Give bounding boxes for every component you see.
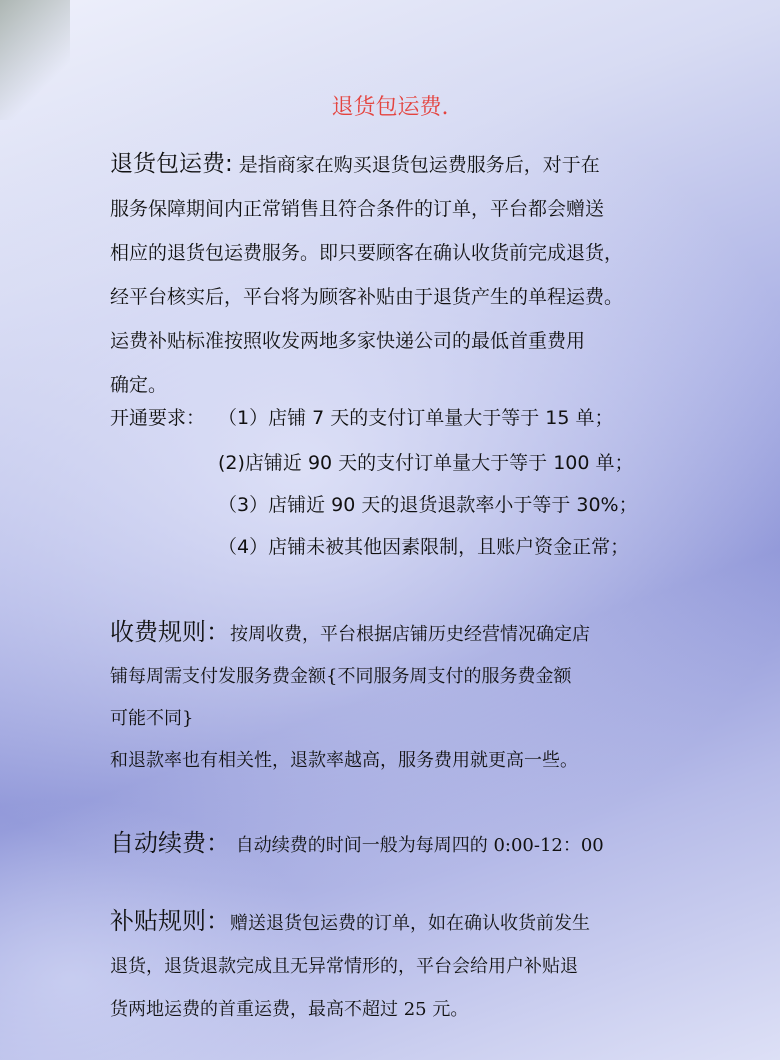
fee-rules-label: 收费规则： xyxy=(110,618,230,646)
subsidy-rules-section xyxy=(110,900,690,1031)
subsidy-line-1: 补贴规则：赠送退货包运费的订单，如在确认收货前发生 xyxy=(110,907,590,935)
requirement-item-1: （1）店铺 7 天的支付订单量大于等于 15 单； xyxy=(218,407,614,429)
intro-line-4: 经平台核实后，平台将为顾客补贴由于退货产生的单程运费。 xyxy=(110,286,624,308)
intro-line-3: 相应的退货包运费服务。即只要顾客在确认收货前完成退货， xyxy=(110,242,624,264)
subsidy-line-3: 货两地运费的首重运费，最高不超过 25 元。 xyxy=(110,999,469,1020)
page-title: 退货包运费. xyxy=(331,95,449,120)
subsidy-line-2: 退货，退货退款完成且无异常情形的，平台会给用户补贴退 xyxy=(110,956,578,977)
subsidy-rules-label: 补贴规则： xyxy=(110,907,230,935)
intro-line-2: 服务保障期间内正常销售且符合条件的订单，平台都会赠送 xyxy=(110,198,605,220)
requirement-item-3: （3）店铺近 90 天的退货退款率小于等于 30%； xyxy=(218,494,638,516)
intro-paragraph xyxy=(110,142,690,407)
auto-renew-label: 自动续费： xyxy=(110,829,230,857)
fee-rules-line-2: 铺每周需支付发服务费金额{不同服务周支付的服务费金额 xyxy=(110,666,572,687)
fee-rules-line-3: 可能不同} xyxy=(110,708,194,729)
auto-renew-line: 自动续费： 自动续费的时间一般为每周四的 0:00-12：00 xyxy=(110,829,604,857)
intro-line-5: 运费补贴标准按照收发两地多家快递公司的最低首重费用 xyxy=(110,330,586,352)
fee-rules-section xyxy=(110,611,690,782)
fee-rules-line-4: 和退款率也有相关性，退款率越高，服务费用就更高一些。 xyxy=(110,750,578,771)
intro-line-6: 确定。 xyxy=(110,374,168,396)
requirements-label: 开通要求： xyxy=(110,407,206,429)
requirement-item-4: （4）店铺未被其他因素限制，且账户资金正常； xyxy=(218,536,630,558)
intro-label: 退货包运费: xyxy=(110,151,233,177)
fee-rules-line-1: 收费规则：按周收费，平台根据店铺历史经营情况确定店 xyxy=(110,618,590,646)
intro-line-1: 退货包运费: 是指商家在购买退货包运费服务后，对于在 xyxy=(110,151,600,177)
auto-renew-section xyxy=(110,822,690,867)
requirement-item-2: (2)店铺近 90 天的支付订单量大于等于 100 单； xyxy=(218,452,634,474)
